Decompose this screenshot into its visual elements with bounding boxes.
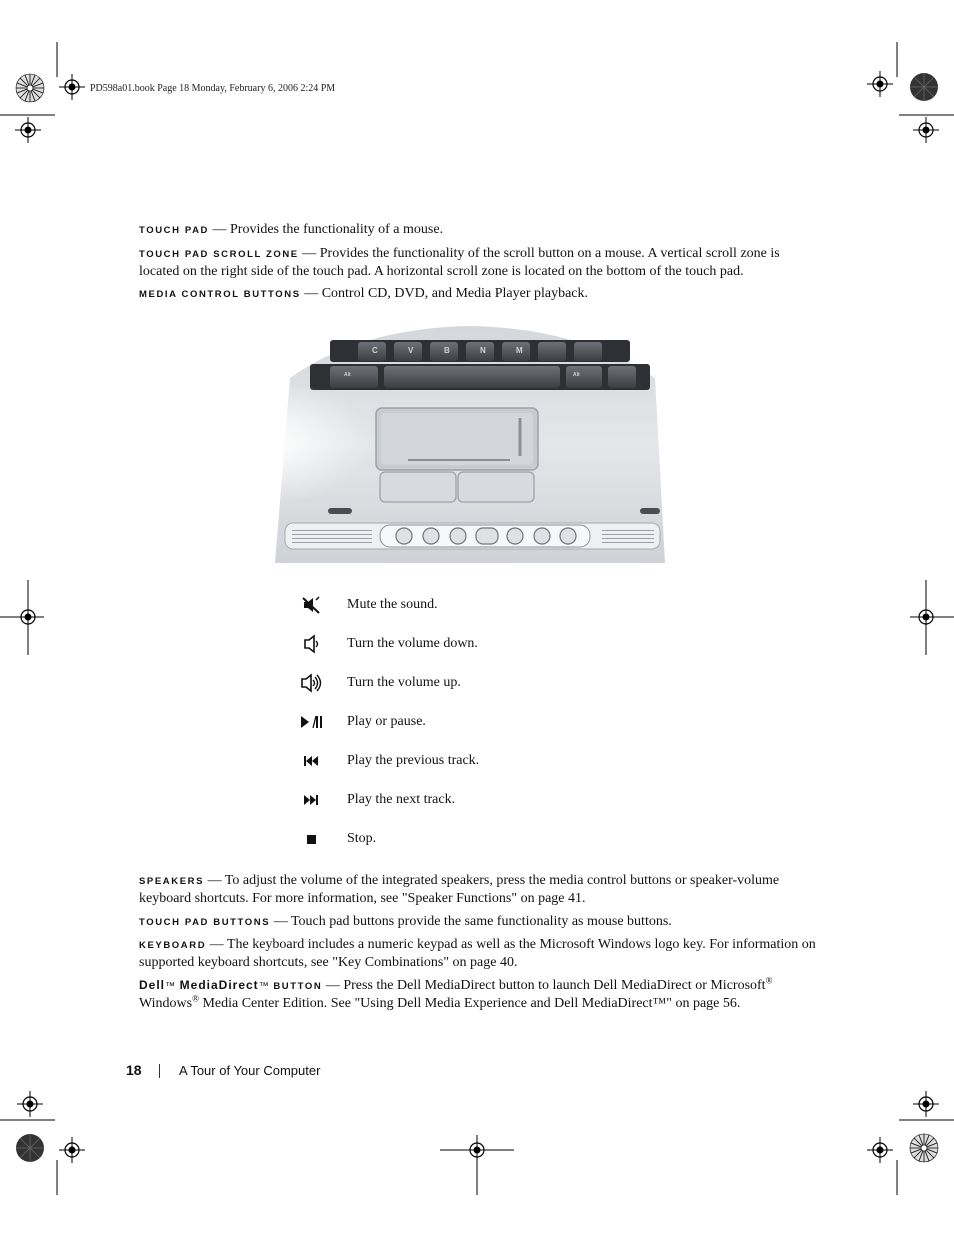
trademark-symbol: ™ xyxy=(258,981,270,992)
media-row-label: Play or pause. xyxy=(347,714,426,729)
term-label: TOUCH PAD SCROLL ZONE xyxy=(139,249,299,260)
em-dash: — xyxy=(212,222,227,237)
registered-mark: ® xyxy=(765,975,773,986)
entry-touch-pad xyxy=(139,221,819,239)
em-dash: — xyxy=(207,873,222,888)
entry-description: Press the Dell MediaDirect button to launch Dell MediaDirect or Microsoft xyxy=(343,978,766,993)
entry-description: Touch pad buttons provide the same functionality as mouse buttons. xyxy=(290,914,672,929)
section-title: A Tour of Your Computer xyxy=(179,1063,321,1078)
stop-icon xyxy=(300,829,322,849)
media-row-label: Mute the sound. xyxy=(347,597,438,612)
entry-dell-mediadirect-button xyxy=(139,977,819,1012)
entry-description: Provides the functionality of a mouse. xyxy=(230,222,444,237)
term-button: BUTTON xyxy=(273,981,323,992)
footer-divider xyxy=(159,1064,160,1078)
entry-description: The keyboard includes a numeric keypad as well as the Microsoft Windows logo key. For information on supported keyboard shortcuts, see "Key Combinations" on page 40. xyxy=(139,937,816,970)
media-row-label: Turn the volume down. xyxy=(347,636,478,651)
media-row-label: Turn the volume up. xyxy=(347,675,461,690)
term-label: TOUCH PAD xyxy=(139,225,209,236)
em-dash: — xyxy=(325,978,340,993)
em-dash: — xyxy=(273,914,288,929)
book-slug-line: PD598a01.book Page 18 Monday, February 6, 2006 2:24 PM xyxy=(90,83,336,94)
entry-touch-pad-buttons xyxy=(139,913,819,931)
trademark-symbol: ™ xyxy=(165,981,177,992)
entry-description-rest: Media Center Edition. See "Using Dell Media Experience and Dell MediaDirect™" on page 56. xyxy=(198,996,741,1011)
media-row-label: Play the next track. xyxy=(347,792,456,807)
entry-touch-pad-scroll-zone xyxy=(139,245,819,280)
volume-down-icon xyxy=(300,634,322,654)
previous-track-icon xyxy=(300,751,322,771)
volume-up-icon xyxy=(300,673,322,693)
entry-media-control-buttons xyxy=(139,285,819,303)
registered-mark: ® xyxy=(192,993,199,1004)
laptop-touchpad-illustration xyxy=(270,318,670,566)
term-label: KEYBOARD xyxy=(139,940,207,951)
em-dash: — xyxy=(304,286,319,301)
entry-speakers xyxy=(139,872,819,907)
term-label: SPEAKERS xyxy=(139,876,205,887)
page-number: 18 xyxy=(126,1062,142,1078)
mute-icon xyxy=(300,595,322,615)
entry-description-windows: Windows xyxy=(139,996,193,1011)
media-row-label: Stop. xyxy=(347,831,377,846)
media-row-label: Play the previous track. xyxy=(347,753,480,768)
term-dell: Dell xyxy=(139,978,166,992)
entry-description: To adjust the volume of the integrated speakers, press the media control buttons or speaker-volume keyboard shortcuts. For more information, see "Speaker Functions" on page 41. xyxy=(139,873,780,906)
entry-description: Provides the functionality of the scroll button on a mouse. A vertical scroll zone is located on the right side of the touch pad. A horizontal scroll zone is located on the bottom of the touch pad. xyxy=(139,246,780,279)
entry-keyboard xyxy=(139,936,819,971)
term-label: TOUCH PAD BUTTONS xyxy=(139,917,271,928)
term-mediadirect: MediaDirect xyxy=(179,978,259,992)
term-label xyxy=(139,978,323,992)
entry-description: Control CD, DVD, and Media Player playback. xyxy=(321,286,589,301)
em-dash: — xyxy=(209,937,224,952)
next-track-icon xyxy=(300,790,322,810)
play-pause-icon xyxy=(300,712,322,732)
em-dash: — xyxy=(302,246,317,261)
term-label: MEDIA CONTROL BUTTONS xyxy=(139,289,301,300)
